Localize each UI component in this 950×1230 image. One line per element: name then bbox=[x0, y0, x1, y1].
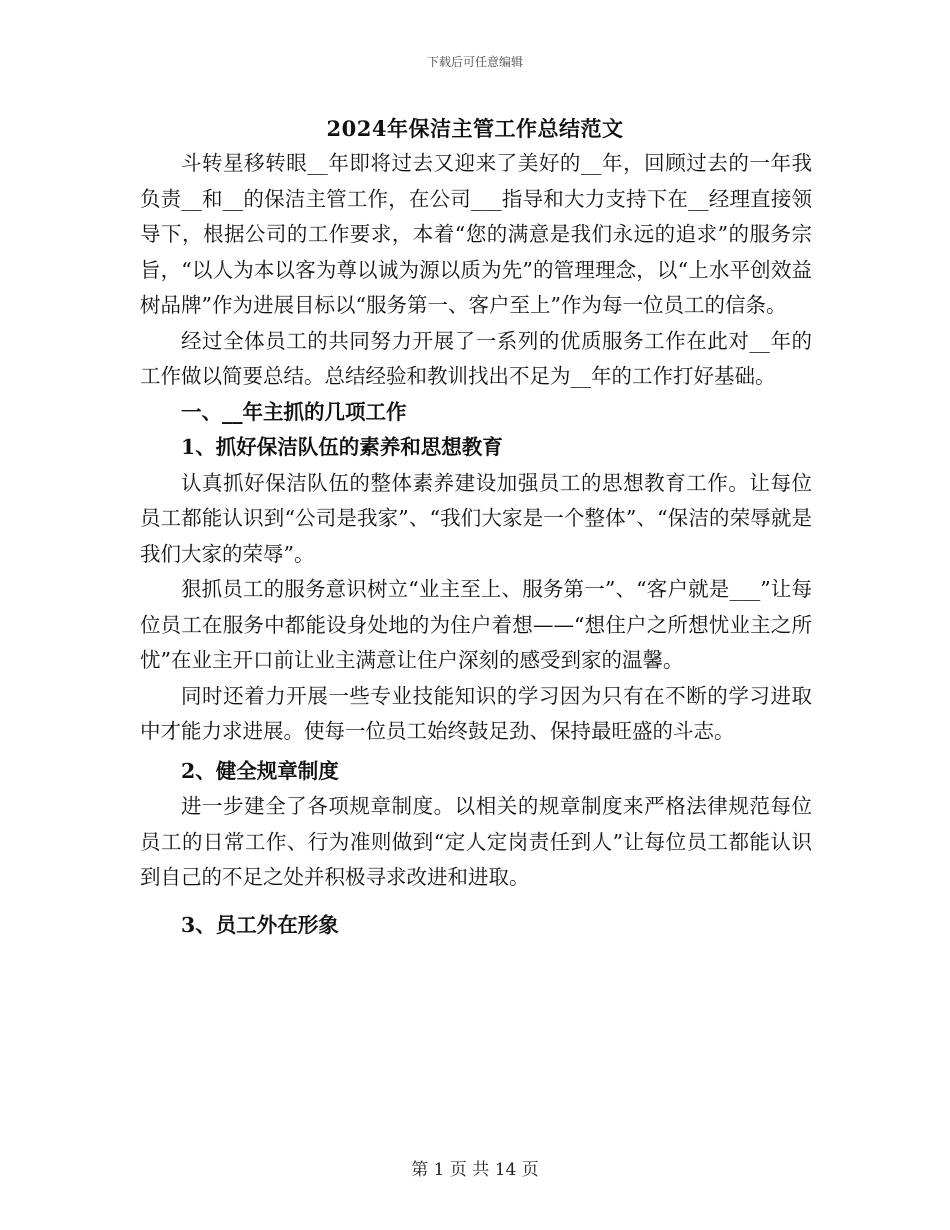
paragraph: 认真抓好保洁队伍的整体素养建设加强员工的思想教育工作。让每位员工都能认识到“公司是我家”、“我们大家是一个整体”、“保洁的荣辱就是我们大家的荣辱”。 bbox=[140, 470, 812, 566]
subsection-heading-1: 1、抓好保洁队伍的素养和思想教育 bbox=[181, 435, 503, 459]
document-title: 2024年保洁主管工作总结范文 bbox=[326, 116, 624, 141]
subsection-heading-2: 2、健全规章制度 bbox=[181, 758, 339, 783]
page-number: 第 1 页 共 14 页 bbox=[411, 1160, 539, 1180]
paragraph-summary: 经过全体员工的共同努力开展了一系列的优质服务工作在此对__年的工作做以简要总结。总结经验和教训找出不足为__年的工作打好基础。 bbox=[140, 328, 812, 388]
paragraph: 进一步建全了各项规章制度。以相关的规章制度来严格法律规范每位员工的日常工作、行为准则做到“定人定岗责任到人”让每位员工都能认识到自己的不足之处并积极寻求改进和进取。 bbox=[140, 794, 812, 889]
subsection-heading-3: 3、员工外在形象 bbox=[181, 912, 339, 937]
section-heading-1: 一、__年主抓的几项工作 bbox=[181, 399, 407, 424]
document-body bbox=[140, 146, 812, 943]
paragraph-intro: 斗转星移转眼__年即将过去又迎来了美好的__年，回顾过去的一年我负责__和__的保洁主管工作，在公司___指导和大力支持下在__经理直接领导下，根据公司的工作要求，本着“您的满意是我们永远的追求”的服务宗旨，“以人为本以客为尊以诚为源以质为先”的管理理念，以“上水平创效益树品牌”作为进展目标以“服务第一、客户至上”作为每一位员工的信条。 bbox=[140, 151, 812, 317]
paragraph: 同时还着力开展一些专业技能知识的学习因为只有在不断的学习进取中才能力求进展。使每一位员工始终鼓足劲、保持最旺盛的斗志。 bbox=[140, 683, 812, 743]
paragraph: 狠抓员工的服务意识树立“业主至上、服务第一”、“客户就是___”让每位员工在服务中都能设身处地的为住户着想——“想住户之所想忧业主之所忧”在业主开口前让业主满意让住户深刻的感受到家的温馨。 bbox=[140, 577, 812, 672]
header-note: 下载后可任意编辑 bbox=[426, 55, 523, 69]
